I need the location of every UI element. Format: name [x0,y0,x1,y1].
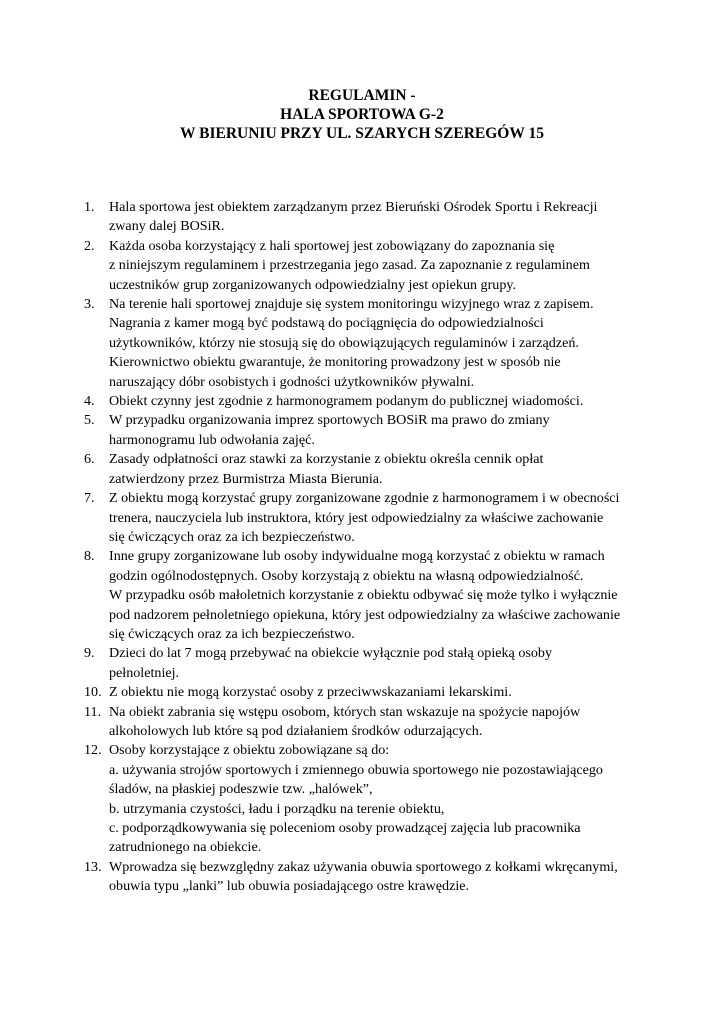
rule-text-line: pełnoletniej. [109,664,180,681]
rule-text-line: Dzieci do lat 7 mogą przebywać na obiekcie wyłącznie pod stałą opieką osoby [109,645,553,662]
rule-text-line: zatwierdzony przez Burmistrza Miasta Bierunia. [109,470,383,487]
rule-item [84,392,684,411]
title-line-1: REGULAMIN - [308,87,416,104]
rule-text-line: alkoholowych lub które są pod działaniem środków odurzających. [109,722,483,739]
rule-text-line: a. używania strojów sportowych i zmiennego obuwia sportowego nie pozostawiającego [109,761,603,778]
rule-item [84,295,684,392]
rule-text-line: godzin ogólnodostępnych. Osoby korzystają z obiektu na własną odpowiedzialność. [109,567,584,584]
rule-item [84,741,684,857]
rule-number: 2. [84,237,95,254]
rule-text-line: W przypadku osób małoletnich korzystanie z obiektu odbywać się może tylko i wyłącznie [109,587,618,604]
rule-number: 12. [84,742,102,759]
rule-number: 1. [84,199,95,215]
rule-text-line: użytkowników, którzy nie stosują się do obowiązujących regulaminów i zarządzeń. [109,334,579,351]
rule-text-line: Na terenie hali sportowej znajduje się system monitoringu wizyjnego wraz z zapisem. [109,296,594,313]
rule-text-line: śladów, na płaskiej podeszwie tzw. „halówek”, [109,781,373,798]
rule-item [84,198,684,237]
rule-item [84,703,684,742]
rule-text-line: Wprowadza się bezwzględny zakaz używania obuwia sportowego z kołkami wkręcanymi, [109,858,618,875]
rule-text-line: obuwia typu „lanki” lub obuwia posiadającego ostre krawędzie. [109,878,470,895]
rule-number: 5. [84,412,95,429]
rule-text-line: Hala sportowa jest obiektem zarządzanym przez Bieruński Ośrodek Sportu i Rekreacji [109,199,598,215]
rule-text-line: się ćwiczących oraz za ich bezpieczeństwo. [109,625,355,642]
rule-number: 8. [84,548,95,565]
title-line-2: HALA SPORTOWA G-2 [280,106,444,123]
rule-item [84,644,684,683]
rule-number: 11. [84,703,102,720]
title-line-3: W BIERUNIU PRZY UL. SZARYCH SZEREGÓW 15 [180,125,544,142]
rule-text-line: c. podporządkowywania się poleceniom osoby prowadzącej zajęcia lub pracownika [109,820,581,836]
rule-item [84,489,684,547]
rule-item [84,547,684,644]
rule-text-line: b. utrzymania czystości, ładu i porządku na terenie obiektu, [109,800,445,817]
rule-text-line: zatrudnionego na obiekcie. [109,839,262,856]
rule-text-line: trenera, nauczyciela lub instruktora, który jest odpowiedzialny za właściwe zachowanie [109,509,604,526]
rule-text-line: Każda osoba korzystający z hali sportowej jest zobowiązany do zapoznania się [109,237,555,254]
rule-text-line: zwany dalej BOSiR. [109,218,225,235]
rule-text-line: W przypadku organizowania imprez sportowych BOSiR ma prawo do zmiany [109,412,550,429]
rule-number: 4. [84,393,95,410]
rule-text-line: Nagrania z kamer mogą być podstawą do pociągnięcia do odpowiedzialności [109,315,544,332]
rule-item [84,858,684,897]
rule-item [84,411,684,450]
rule-text-line: uczestników grup zorganizowanych odpowiedzialny jest opiekun grupy. [109,276,517,293]
rule-text-line: Z obiektu mogą korzystać grupy zorganizowane zgodnie z harmonogramem i w obecności [109,490,620,507]
rule-item [84,450,684,489]
document-title [0,86,724,143]
rule-text-line: harmonogramu lub odwołania zajęć. [109,431,315,448]
rule-text-line: Kierownictwo obiektu gwarantuje, że monitoring prowadzony jest w sposób nie [109,354,561,371]
rule-text-line: Osoby korzystające z obiektu zobowiązane są do: [109,742,390,759]
rules-list [84,198,684,897]
rule-text-line: Na obiekt zabrania się wstępu osobom, których stan wskazuje na spożycie napojów [109,703,581,720]
rule-number: 6. [84,451,95,468]
rule-number: 10. [84,684,102,701]
rule-text-line: pod nadzorem pełnoletniego opiekuna, który jest odpowiedzialny za właściwe zachowanie [109,606,621,623]
rule-text-line: Inne grupy zorganizowane lub osoby indywidualne mogą korzystać z obiektu w ramach [109,548,605,565]
rule-number: 13. [84,858,102,875]
rule-number: 3. [84,296,95,313]
rule-text-line: z niniejszym regulaminem i przestrzegania jego zasad. Za zapoznanie z regulaminem [109,257,590,274]
rule-number: 9. [84,645,95,662]
rule-text-line: Obiekt czynny jest zgodnie z harmonogramem podanym do publicznej wiadomości. [109,393,584,410]
rule-item [84,237,684,295]
rule-text-line: Zasady odpłatności oraz stawki za korzystanie z obiektu określa cennik opłat [109,451,544,468]
rule-number: 7. [84,490,95,507]
rule-text-line: się ćwiczących oraz za ich bezpieczeństwo. [109,528,355,545]
rule-item [84,683,684,702]
rule-text-line: Z obiektu nie mogą korzystać osoby z przeciwwskazaniami lekarskimi. [109,684,512,701]
rule-text-line: naruszający dóbr osobistych i godności użytkowników pływalni. [109,373,475,390]
